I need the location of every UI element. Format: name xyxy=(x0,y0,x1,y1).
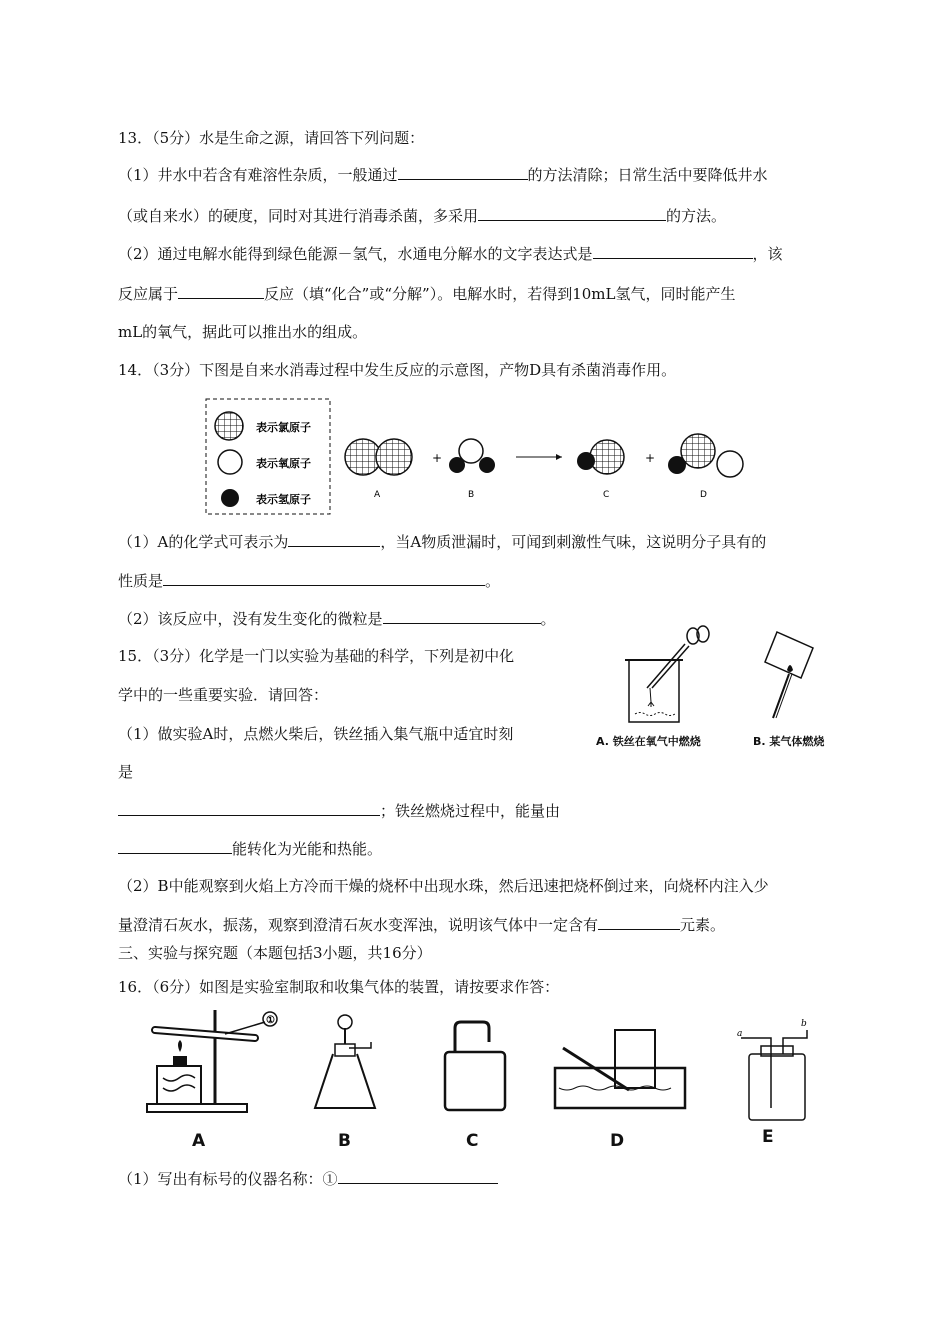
apparatus-label-a: A xyxy=(192,1131,206,1151)
apparatus-c xyxy=(445,1022,505,1110)
apparatus-e xyxy=(737,1019,807,1120)
answer-blank[interactable] xyxy=(178,283,264,299)
apparatus-label-d: D xyxy=(610,1131,625,1151)
q14-line2: 性质是 。 xyxy=(118,572,501,590)
lab-apparatus-figure xyxy=(135,1008,835,1128)
q13-line3: （2）通过电解水能得到绿色能源－氢气，水通电分解水的文字表达式是 ，该 xyxy=(118,245,783,263)
molecule-d xyxy=(668,434,743,477)
section-3-heading: 三、实验与探究题（本题包括3小题，共16分） xyxy=(118,944,432,962)
apparatus-d xyxy=(555,1030,685,1108)
answer-blank[interactable] xyxy=(598,914,680,930)
label-c: C xyxy=(603,490,610,500)
molecule-c xyxy=(577,440,624,474)
apparatus-label-b: B xyxy=(338,1131,351,1151)
plus-sign: + xyxy=(645,451,656,465)
q15-title: 15．（3分）化学是一门以实验为基础的科学，下列是初中化 xyxy=(118,647,515,665)
figure-caption-b: B. 某气体燃烧 xyxy=(753,735,825,748)
label-a: A xyxy=(374,490,381,500)
q15-line2: 学中的一些重要实验．请回答： xyxy=(118,686,329,704)
q13-title: 13．（5分）水是生命之源，请回答下列问题： xyxy=(118,129,425,147)
iron-wire-burning-figure xyxy=(615,622,725,727)
apparatus-b xyxy=(315,1015,375,1108)
answer-blank[interactable] xyxy=(338,1168,498,1184)
q13-line1: （1）井水中若含有难溶性杂质，一般通过 的方法清除；日常生活中要降低井水 xyxy=(118,166,768,184)
answer-blank[interactable] xyxy=(118,838,232,854)
answer-blank[interactable] xyxy=(118,800,380,816)
figure-caption-a: A. 铁丝在氧气中燃烧 xyxy=(596,735,701,748)
oxygen-atom-icon xyxy=(218,450,242,474)
apparatus-a xyxy=(147,1010,277,1112)
legend-label-oxygen: 表示氧原子 xyxy=(256,457,311,470)
q15-line3: （1）做实验A时，点燃火柴后，铁丝插入集气瓶中适宜时刻 xyxy=(118,725,514,743)
q15-line6: 能转化为光能和热能。 xyxy=(118,838,382,859)
q16-title: 16．（6分）如图是实验室制取和收集气体的装置，请按要求作答： xyxy=(118,978,560,996)
q14-line1: （1）A的化学式可表示为 ，当A物质泄漏时，可闻到刺激性气味，这说明分子具有的 xyxy=(118,533,767,551)
q16-line1: （1）写出有标号的仪器名称：① xyxy=(118,1168,498,1189)
answer-blank[interactable] xyxy=(593,243,753,259)
arrow-head-icon xyxy=(556,454,562,460)
q15-line5: ；铁丝燃烧过程中，能量由 xyxy=(118,800,560,821)
q13-line5: mL的氧气，据此可以推出水的组成。 xyxy=(118,323,368,341)
hydrogen-atom-icon xyxy=(221,489,239,507)
answer-blank[interactable] xyxy=(383,608,541,624)
q14-line3: （2）该反应中，没有发生变化的微粒是 。 xyxy=(118,610,556,628)
q13-line4: 反应属于 反应（填“化合”或“分解”）。电解水时，若得到10mL氢气，同时能产生 xyxy=(118,285,736,303)
answer-blank[interactable] xyxy=(398,164,528,180)
port-a-label: a xyxy=(737,1029,743,1039)
label-b: B xyxy=(468,490,475,500)
port-b-label: b xyxy=(801,1019,807,1029)
apparatus-label-e: E xyxy=(762,1127,774,1147)
q15-line8: 量澄清石灰水，振荡，观察到澄清石灰水变浑浊，说明该气体中一定含有 元素。 xyxy=(118,916,726,934)
plus-sign: + xyxy=(432,451,443,465)
q15-line4: 是 xyxy=(118,763,134,781)
q13-line2: （或自来水）的硬度，同时对其进行消毒杀菌，多采用 的方法。 xyxy=(118,207,727,225)
answer-blank[interactable] xyxy=(478,205,666,221)
gas-burning-figure xyxy=(755,626,845,726)
apparatus-label-c: C xyxy=(466,1131,479,1151)
molecule-a xyxy=(345,439,412,475)
molecule-b xyxy=(449,439,495,473)
legend-label-chlorine: 表示氯原子 xyxy=(256,421,311,434)
legend-label-hydrogen: 表示氢原子 xyxy=(256,493,311,506)
chlorine-atom-icon xyxy=(215,412,243,440)
label-d: D xyxy=(700,490,707,500)
answer-blank[interactable] xyxy=(163,570,485,586)
q14-title: 14．（3分）下图是自来水消毒过程中发生反应的示意图，产物D具有杀菌消毒作用。 xyxy=(118,361,677,379)
q15-line7: （2）B中能观察到火焰上方冷而干燥的烧杯中出现水珠，然后迅速把烧杯倒过来，向烧杯内注入少 xyxy=(118,877,769,895)
answer-blank[interactable] xyxy=(288,531,380,547)
reaction-diagram xyxy=(200,395,760,520)
marker-1: ① xyxy=(266,1015,275,1026)
